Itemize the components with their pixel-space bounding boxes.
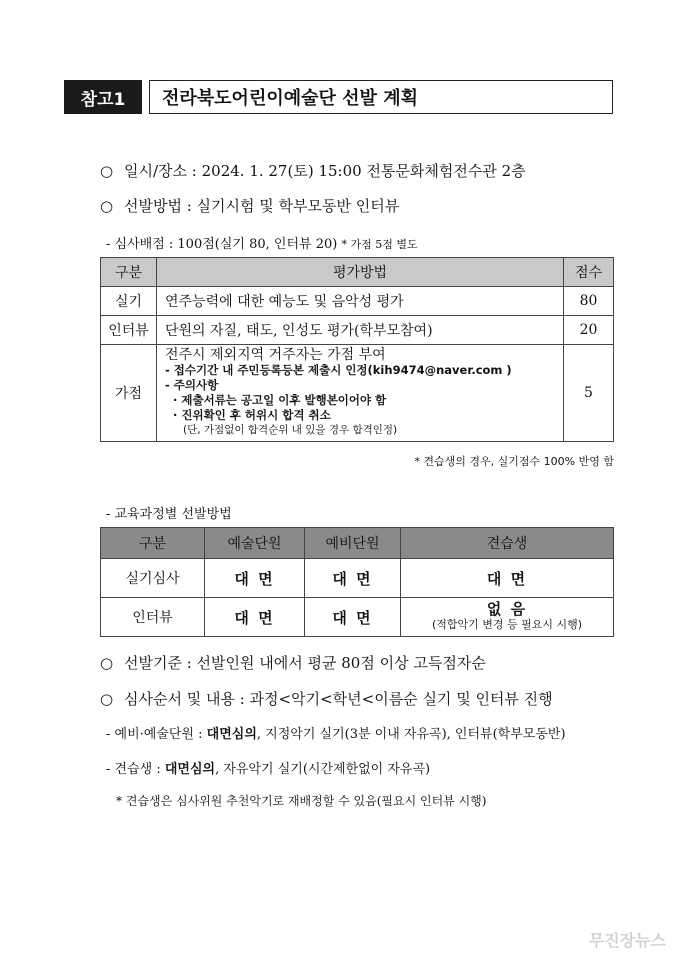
header-cell: 예술단원 xyxy=(205,528,305,559)
schedule-text: 일시/장소 : 2024. 1. 27(토) 15:00 전통문화체험전수관 2층 xyxy=(124,162,526,180)
cell-value: 대 면 xyxy=(305,559,401,598)
cell-value: 대 면 xyxy=(305,598,401,637)
title-tag: 참고1 xyxy=(64,80,142,114)
detail-line-1 xyxy=(106,723,566,742)
cell-value: 대 면 xyxy=(401,559,614,598)
bonus-line: - 주의사항 xyxy=(165,378,219,392)
method-cell: 연주능력에 대한 예능도 및 음악성 평가 xyxy=(157,287,564,316)
detail-rest: , 지정악기 실기(3분 이내 자유곡), 인터뷰(학부모동반) xyxy=(256,727,566,742)
category-cell: 실기심사 xyxy=(101,559,205,598)
method-cell: 단원의 자질, 태도, 인성도 평가(학부모참여) xyxy=(157,316,564,345)
circle-bullet-icon: ○ xyxy=(100,162,114,180)
bonus-line: - 접수기간 내 주민등록등본 제출시 인정(kih9474@naver.com ) xyxy=(165,363,512,377)
method-line xyxy=(100,195,399,216)
criteria-line xyxy=(100,652,486,673)
header-cell: 평가방법 xyxy=(157,258,564,287)
cell-value-main: 없 음 xyxy=(486,600,528,618)
header-cell: 구분 xyxy=(101,258,157,287)
watermark-logo: 무진장뉴스 xyxy=(588,931,666,950)
score-cell: 20 xyxy=(564,316,614,345)
criteria-text: 선발기준 : 선발인원 내에서 평균 80점 이상 고득점자순 xyxy=(124,654,486,672)
detail-line-3: * 견습생은 심사위원 추천악기로 재배정할 수 있음(필요시 인터뷰 시행) xyxy=(116,794,487,808)
detail-bold: 대면심의 xyxy=(206,727,257,742)
score-cell: 80 xyxy=(564,287,614,316)
table-header-row xyxy=(101,258,614,287)
bonus-line: 전주시 제외지역 거주자는 가점 부여 xyxy=(165,347,386,363)
header-cell: 점수 xyxy=(564,258,614,287)
scoring-text: - 심사배점 : 100점(실기 80, 인터뷰 20) xyxy=(106,237,338,252)
header-cell: 견습생 xyxy=(401,528,614,559)
table-header-row xyxy=(101,528,614,559)
table-row xyxy=(101,316,614,345)
table-row xyxy=(101,345,614,442)
detail-prefix: - 견습생 : xyxy=(106,762,165,777)
circle-bullet-icon: ○ xyxy=(100,654,114,672)
detail-rest: , 자유악기 실기(시간제한없이 자유곡) xyxy=(215,762,431,777)
evaluation-table xyxy=(100,257,614,442)
selection-table xyxy=(100,527,614,637)
circle-bullet-icon: ○ xyxy=(100,197,114,215)
order-text: 심사순서 및 내용 : 과정<악기<학년<이름순 실기 및 인터뷰 진행 xyxy=(124,690,553,708)
detail-prefix: - 예비·예술단원 : xyxy=(106,727,207,742)
category-cell: 실기 xyxy=(101,287,157,316)
schedule-line xyxy=(100,160,526,181)
scoring-line xyxy=(106,233,418,252)
table-row xyxy=(101,598,614,637)
circle-bullet-icon: ○ xyxy=(100,690,114,708)
section2-label: - 교육과정별 선발방법 xyxy=(106,507,232,522)
table-row xyxy=(101,287,614,316)
bonus-line: · 제출서류는 공고일 이후 발행본이어야 함 xyxy=(173,393,387,407)
detail-bold: 대면심의 xyxy=(164,762,216,777)
scoring-note: * 가점 5점 별도 xyxy=(341,238,418,251)
detail-line-2 xyxy=(106,758,430,777)
method-text: 선발방법 : 실기시험 및 학부모동반 인터뷰 xyxy=(124,197,400,215)
category-cell: 가점 xyxy=(101,345,157,442)
order-line xyxy=(100,688,553,709)
score-cell: 5 xyxy=(564,345,614,442)
cell-value-note: (적합악기 변경 등 필요시 시행) xyxy=(431,618,583,631)
header-cell: 예비단원 xyxy=(305,528,401,559)
table1-footnote: * 견습생의 경우, 실기점수 100% 반영 함 xyxy=(414,455,614,468)
bonus-line: (단, 가점없이 합격순위 내 있을 경우 합격인정) xyxy=(183,424,398,436)
bonus-method-cell xyxy=(157,345,564,442)
header-cell: 구분 xyxy=(101,528,205,559)
category-cell: 인터뷰 xyxy=(101,316,157,345)
cell-value: 대 면 xyxy=(205,559,305,598)
table-row xyxy=(101,559,614,598)
cell-value: 대 면 xyxy=(205,598,305,637)
cell-value xyxy=(401,598,614,637)
bonus-line: · 진위확인 후 허위시 합격 취소 xyxy=(173,408,331,422)
category-cell: 인터뷰 xyxy=(101,598,205,637)
page-title: 전라북도어린이예술단 선발 계획 xyxy=(149,80,613,114)
